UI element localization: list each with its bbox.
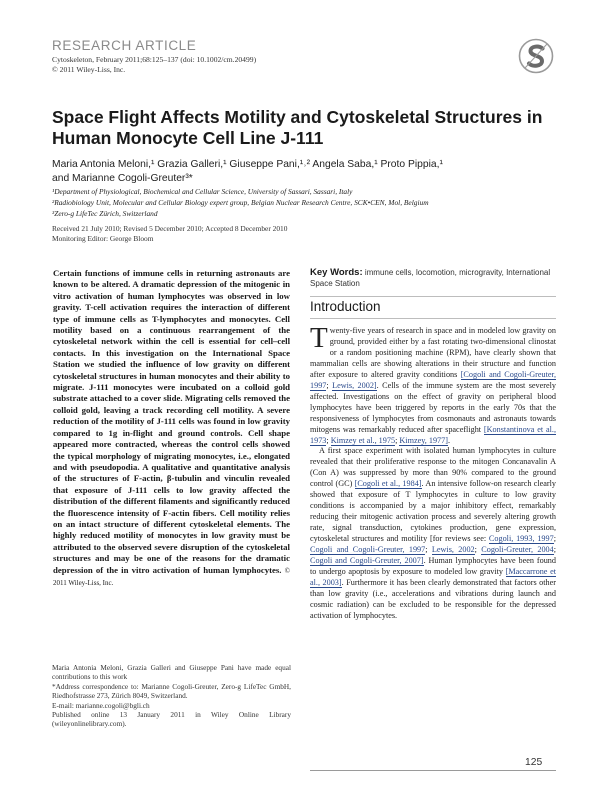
published-online-note: Published online 13 January 2011 in Wiley Online Library (wileyonlinelibrary.com). bbox=[52, 710, 291, 729]
citation-link[interactable]: [Cogoli and Cogoli-Greuter, 1997 bbox=[310, 369, 556, 390]
affiliation: ¹Department of Physiological, Biochemical and Cellular Science, University of Sassari, Sassari, Italy bbox=[52, 187, 353, 196]
abstract bbox=[53, 268, 290, 589]
author-line: and Marianne Cogoli-Greuter³* bbox=[52, 173, 193, 184]
correspondence-address: *Address correspondence to: Marianne Cogoli-Greuter, Zero-g LifeTec GmbH, Riedhofstrasse 273, Zürich 8049, Switzerland. bbox=[52, 681, 291, 701]
journal-citation: Cytoskeleton, February 2011;68:125–137 (doi: 10.1002/cm.20499) bbox=[52, 55, 257, 64]
introduction-body bbox=[310, 322, 557, 622]
cytoskeleton-s-logo-icon bbox=[518, 38, 554, 74]
monitoring-editor: Monitoring Editor: George Bloom bbox=[52, 234, 154, 243]
equal-contribution-note: Maria Antonia Meloni, Grazia Galleri and Giuseppe Pani have made equal contributions to this work bbox=[52, 663, 291, 682]
author-line: Maria Antonia Meloni,¹ Grazia Galleri,¹ Giuseppe Pani,¹˒² Angela Saba,¹ Proto Pippia,¹ bbox=[52, 159, 443, 170]
citation-link[interactable]: Kimzey et al., 1975 bbox=[330, 435, 396, 445]
correspondence-footnote bbox=[52, 663, 291, 729]
citation-link[interactable]: Cogoli-Greuter, 2004 bbox=[481, 545, 554, 555]
keywords-label: Key Words: bbox=[310, 267, 363, 278]
author-list bbox=[52, 158, 472, 186]
paragraph: Twenty-five years of research in space and in modeled low gravity on ground, provided either by a fast rotating two-dimensional clinostat or a random positioning machine (RPM), have clearly shown that mammalian cells are showing alterations in their structure and function after exposure to altered gravity conditions [Cogoli and Cogoli-Greuter, 1997; Lewis, 2002]. Cells of the immune system are the most severely affected. Investigations on the effect of gravity on peripheral blood lymphocytes have been triggered by reports in the early 70s that the responsiveness of lymphocytes from cosmonauts and astronauts towards mitogens was remarkably reduced after spaceflight [Konstantinova et al., 1973; Kimzey et al., 1975; Kimzey, 1977]. bbox=[310, 322, 556, 445]
correspondence-email: E-mail: marianne.cogoli@bgli.ch bbox=[52, 700, 150, 710]
abstract-copyright: © 2011 Wiley-Liss, Inc. bbox=[53, 566, 290, 587]
received-dates: Received 21 July 2010; Revised 5 December 2010; Accepted 8 December 2010 bbox=[52, 224, 288, 233]
keywords bbox=[310, 268, 556, 289]
divider bbox=[310, 318, 556, 319]
article-title: Space Flight Affects Motility and Cytoskeletal Structures in Human Monocyte Cell Line J-111 bbox=[52, 107, 543, 148]
citation-link[interactable]: Cogoli and Cogoli-Greuter, 2007] bbox=[310, 556, 424, 566]
citation-link[interactable]: Lewis, 2002] bbox=[332, 380, 377, 390]
affiliation: ²Radiobiology Unit, Molecular and Cellular Biology expert group, Belgian Nuclear Research Centre, SCK•CEN, Mol, Belgium bbox=[52, 198, 429, 207]
citation-link[interactable]: Cogoli, 1993, 1997 bbox=[488, 534, 554, 544]
article-type-label: RESEARCH ARTICLE bbox=[52, 38, 197, 53]
copyright-line: © 2011 Wiley-Liss, Inc. bbox=[52, 65, 126, 74]
affiliation: ³Zero-g LifeTec Zürich, Switzerland bbox=[52, 209, 158, 218]
section-heading: Introduction bbox=[310, 299, 381, 314]
paragraph: A first space experiment with isolated human lymphocytes in culture revealed that their proliferative response to the mitogen Concanavalin A (Con A) was suppressed by more than 90% compared to the ground control (GC) [Cogoli et al., 1984]. An intensive follow-on research clearly showed that exposure of T lymphocytes in culture to low gravity conditions is accompanied by a major inhibitory effect, remarkably reducing their mitogenic activation process and severely altering growth rate, signal transduction, cytokines production, gene expression, cytoskeletal structures and motility [for reviews see: Cogoli, 1993, 1997; Cogoli and Cogoli-Greuter, 1997; Lewis, 2002; Cogoli-Greuter, 2004; Cogoli and Cogoli-Greuter, 2007]. Human lymphocytes have been found to undergo apoptosis by exposure to modeled low gravity [Maccarrone et al., 2003]. Furthermore it has been clearly demonstrated that factors other than low gravity (i.e., accelerations and vibrations during launch and cosmic radiation) can be excluded to be responsible for the depressed activation of lymphocytes. bbox=[310, 446, 557, 620]
citation-link[interactable]: Kimzey, 1977] bbox=[399, 435, 448, 445]
footer-rule bbox=[310, 770, 556, 771]
citation-link[interactable]: Lewis, 2002 bbox=[431, 545, 475, 555]
citation-link[interactable]: Cogoli and Cogoli-Greuter, 1997 bbox=[310, 545, 426, 555]
keywords-text: immune cells, locomotion, microgravity, International Space Station bbox=[310, 268, 551, 288]
abstract-text: Certain functions of immune cells in returning astronauts are known to be altered. A dramatic depression of the mitogenic in vitro activation of human lymphocytes was observed in low gravity. T-cell activation requires the interaction of different type of immune cells as T-lymphocytes and monocytes. Cell motility based on a continuous rearrangement of the cytoskeletal network within the cell is essential for cell–cell contacts. In this investigation on the International Space Station we studied the influence of low gravity on different cytoskeletal structures in human monocytes and their ability to migrate. J-111 monocytes were incubated on a colloid gold substrate attached to a cover slide. Migrating cells removed the colloid gold, leaving a track recording cell motility. A severe reduction of the motility of J-111 cells was found in low gravity compared to 1g in-flight and ground controls. Cell shape appeared more contracted, whereas the control cells showed the typical morphology of migrating monocytes, i.e., elongated and with pseudopodia. A qualitative and quantitative analysis of the structures of F-actin, β-tubulin and vinculin revealed that exposure of J-111 cells to low gravity affected the distribution of the different filaments and significantly reduced the fluorescence intensity of F-actin fibers. Cell motility relies on an intact structure of different cytoskeletal elements. The highly reduced motility of monocytes in low gravity must be attributed to the observed severe disruption of the cytoskeletal structures and may be one of the reasons for the dramatic depression of the in vitro activation of human lymphocytes. bbox=[53, 268, 290, 575]
citation-link[interactable]: [Konstantinova et al., 1973 bbox=[310, 424, 556, 445]
citation-link[interactable]: [Cogoli et al., 1984] bbox=[354, 479, 422, 489]
page-number: 125 bbox=[525, 757, 543, 768]
citation-link[interactable]: [Maccarrone et al., 2003] bbox=[310, 566, 556, 587]
divider bbox=[310, 296, 556, 297]
drop-cap: T bbox=[310, 322, 328, 354]
